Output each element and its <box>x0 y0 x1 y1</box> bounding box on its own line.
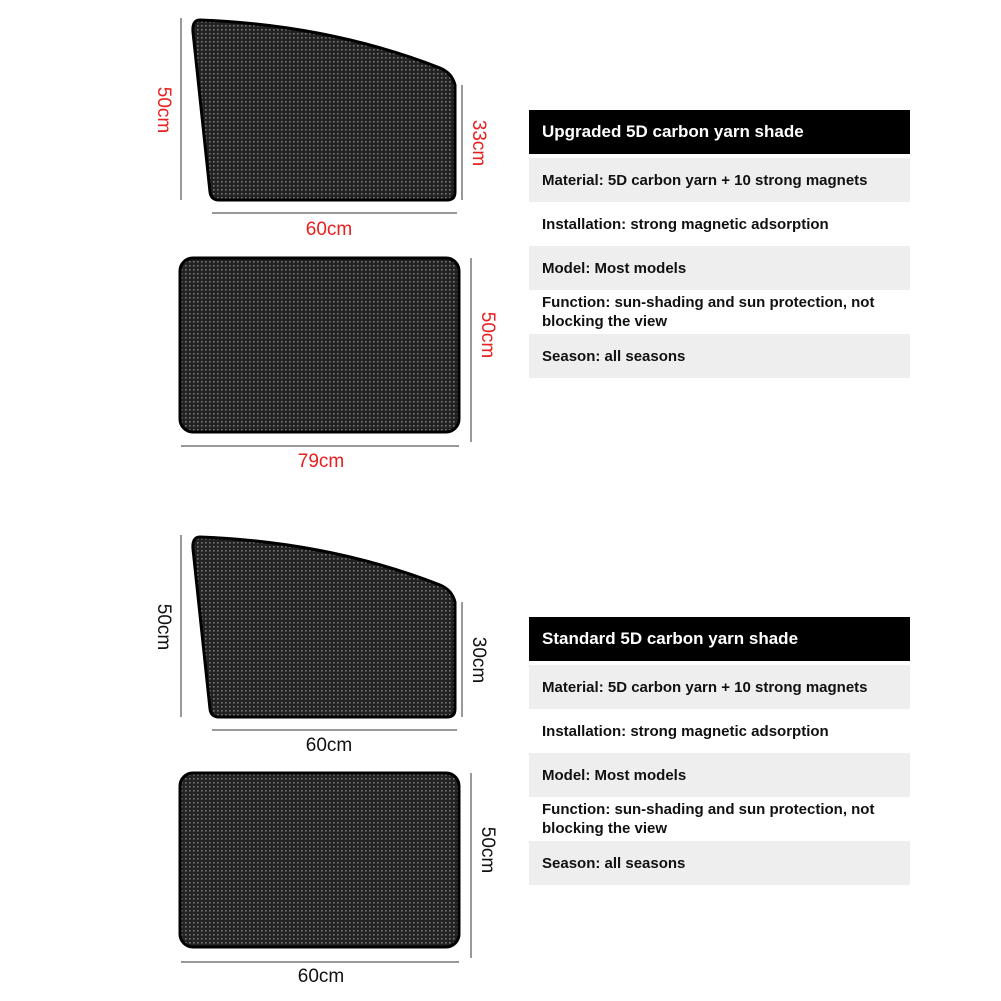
spec-row-function: Function: sun-shading and sun protection, not blocking the view <box>542 801 875 837</box>
spec-table-title: Upgraded 5D carbon yarn shade <box>529 110 910 154</box>
spec-row-function: Function: sun-shading and sun protection, not blocking the view <box>542 294 875 330</box>
rear-width: 79cm <box>297 451 345 472</box>
front-window-shade <box>193 537 455 717</box>
spec-row-model: Model: Most models <box>529 753 910 797</box>
rear-window-shade <box>180 773 459 947</box>
spec-row-installation: Installation: strong magnetic adsorption <box>542 215 829 233</box>
spec-row-season: Season: all seasons <box>529 334 910 378</box>
rear-height: 50cm <box>477 826 498 874</box>
spec-row-model: Model: Most models <box>529 246 910 290</box>
spec-row-material: Material: 5D carbon yarn + 10 strong magnets <box>529 158 910 202</box>
standard-spec-table <box>529 617 910 885</box>
spec-row-season: Season: all seasons <box>529 841 910 885</box>
rear-height: 50cm <box>477 311 498 359</box>
front-right-height: 33cm <box>468 119 489 167</box>
front-right-height: 30cm <box>468 636 489 684</box>
front-window-shade <box>193 20 455 200</box>
spec-row-installation: Installation: strong magnetic adsorption <box>542 722 829 740</box>
upgraded-spec-table <box>529 110 910 378</box>
front-left-height: 50cm <box>153 603 174 651</box>
front-left-height: 50cm <box>153 86 174 134</box>
front-width: 60cm <box>305 219 353 240</box>
rear-window-shade <box>180 258 459 432</box>
rear-width: 60cm <box>297 966 345 987</box>
front-width: 60cm <box>305 735 353 756</box>
spec-row-material: Material: 5D carbon yarn + 10 strong magnets <box>529 665 910 709</box>
spec-table-title: Standard 5D carbon yarn shade <box>529 617 910 661</box>
